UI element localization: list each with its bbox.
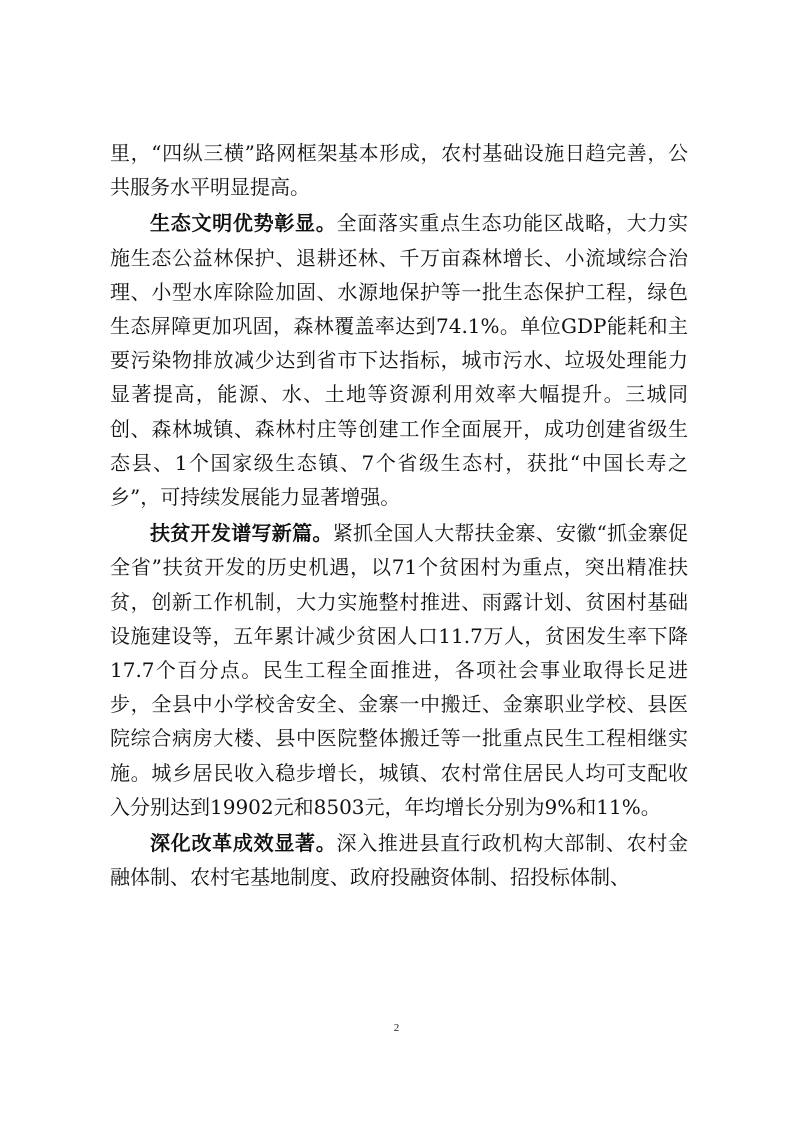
paragraph-text: 紧抓全国人大帮扶金寨、安徽“抓金寨促全省”扶贫开发的历史机遇，以71个贫困村为重点，突出精准扶贫，创新工作机制，大力实施整村推进、雨露计划、贫困村基础设施建设等，五年累计减少贫困人口11.7万人，贫困发生率下降17.7个百分点。民生工程全面推进，各项社会事业取得长足进步，全县中小学校舍安全、金寨一中搬迁、金寨职业学校、县医院综合病房大楼、县中医院整体搬迁等一批重点民生工程相继实施。城乡居民收入稳步增长，城镇、农村常住居民人均可支配收入分别达到19902元和8503元，年均增长分别为9%和11%。	[110, 521, 689, 819]
paragraph-continuation	[110, 136, 688, 204]
paragraph-text: 里，“四纵三横”路网框架基本形成，农村基础设施日趋完善，公共服务水平明显提高。	[110, 141, 688, 200]
paragraph-text: 全面落实重点生态功能区战略，大力实施生态公益林保护、退耕还林、千万亩森林增长、小流域综合治理、小型水库除险加固、水源地保护等一批生态保护工程，绿色生态屏障更加巩固，森林覆盖率达到74.1%。单位GDP能耗和主要污染物排放减少达到省市下达指标，城市污水、垃圾处理能力显著提高，能源、水、土地等资源利用效率大幅提升。三城同创、森林城镇、森林村庄等创建工作全面展开，成功创建省级生态县、1个国家级生态镇、7个省级生态村，获批“中国长寿之乡”，可持续发展能力显著增强。	[110, 211, 689, 510]
paragraph-heading: 深化改革成效显著。	[150, 831, 337, 856]
paragraph-text: 深入推进县直行政机构大部制、农村金融体制、农村宅基地制度、政府投融资体制、招投标体制、	[110, 831, 689, 890]
paragraph-ecology	[110, 206, 688, 514]
paragraph-heading: 生态文明优势彰显。	[150, 211, 337, 236]
body-text	[110, 136, 688, 896]
page-number: 2	[393, 1022, 400, 1034]
paragraph-heading: 扶贫开发谱写新篇。	[150, 521, 333, 546]
paragraph-poverty-alleviation	[110, 516, 688, 824]
paragraph-reform	[110, 826, 688, 894]
